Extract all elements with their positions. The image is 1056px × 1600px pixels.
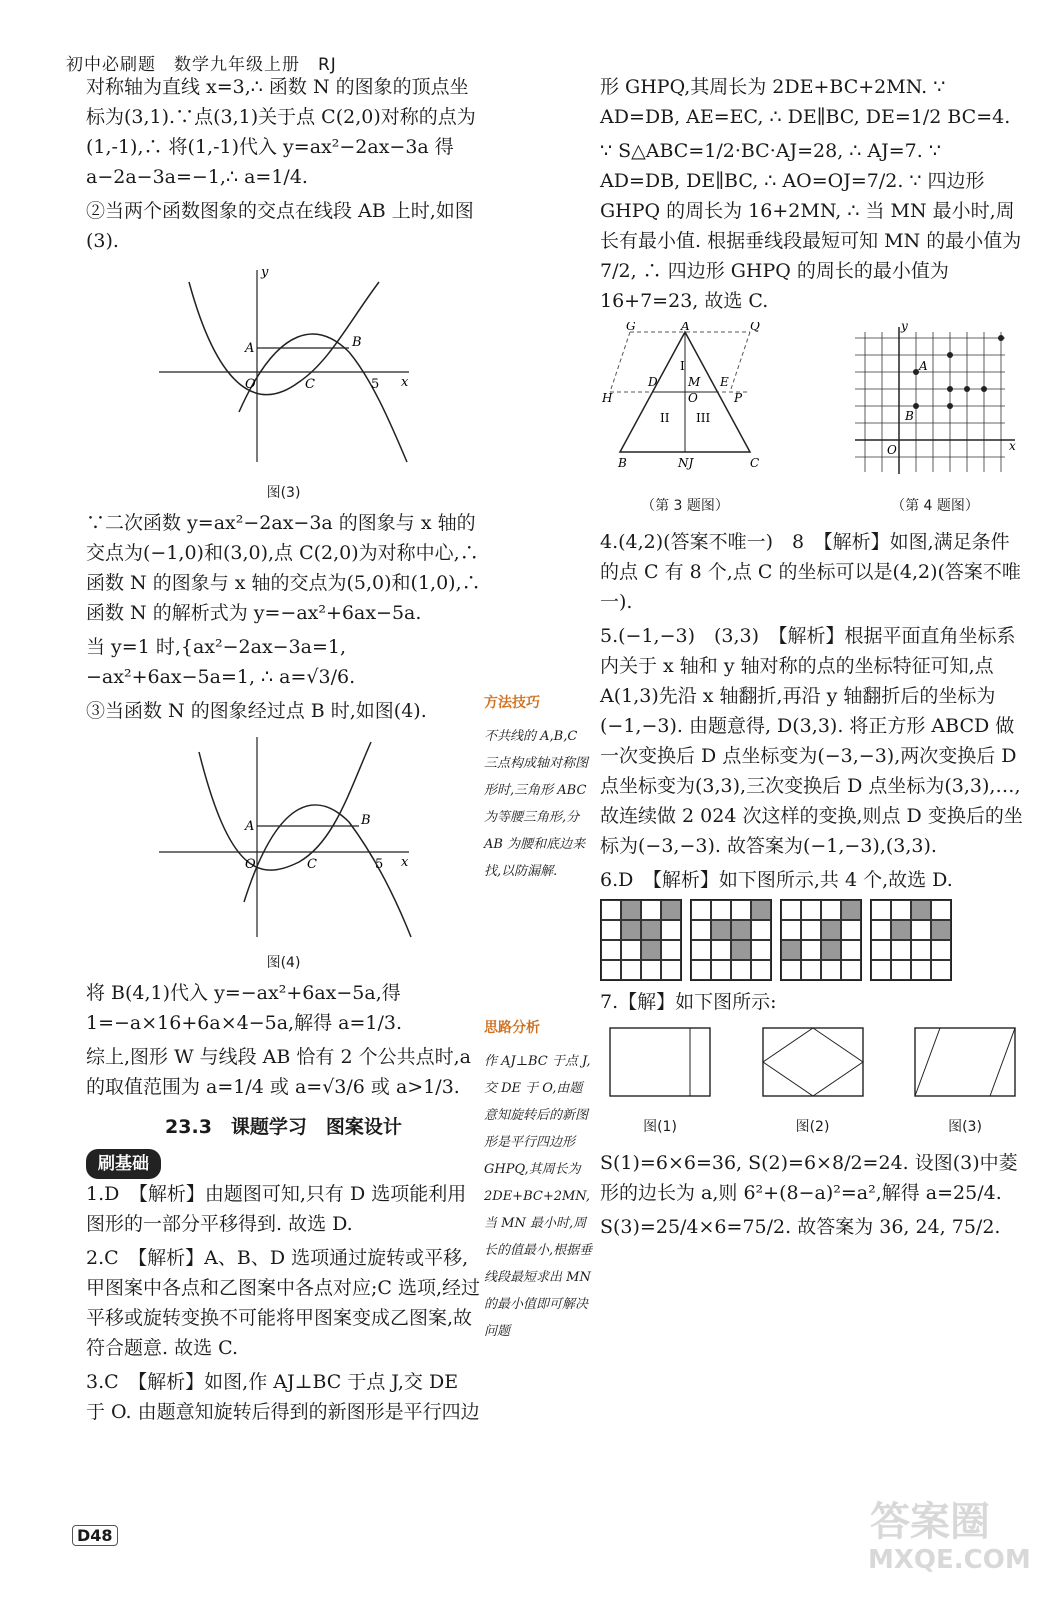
rectangle-figure-2 — [753, 1023, 873, 1103]
figure-caption: （第 4 题图） — [891, 498, 979, 514]
figure-caption: 图(3) — [266, 485, 301, 501]
graph-figure-3 — [149, 262, 419, 472]
svg-text:III: III — [696, 411, 711, 425]
grid-pattern — [780, 899, 862, 981]
right-column — [600, 72, 1025, 1246]
side-notes — [484, 690, 594, 1345]
watermark-url: MXQE.COM — [868, 1545, 1031, 1575]
svg-text:5: 5 — [370, 377, 379, 392]
svg-text:H: H — [602, 391, 613, 405]
answer-q3: 3.C 【解析】如图,作 AJ⊥BC 于点 J,交 DE 于 O. 由题意知旋转后得到的新图形是平行四边 — [86, 1371, 480, 1423]
rectangle-figure-3 — [905, 1023, 1025, 1103]
svg-text:O: O — [244, 377, 256, 392]
paragraph: S(3)=25/4×6=75/2. 故答案为 36, 24, 75/2. — [600, 1216, 1001, 1238]
analysis-text: 作 AJ⊥BC 于点 J,交 DE 于 O,由题意知旋转后的新图形是平行四边形 GHPQ,其周长为 2DE+BC+2MN,当 MN 最小时,周长的值最小,根据垂线段最短求出 MN 的最小值即可解决问题 — [484, 1054, 593, 1339]
grid-pattern — [600, 899, 682, 981]
svg-text:B: B — [360, 813, 371, 828]
page-number: D48 — [72, 1525, 118, 1546]
grid-figure — [845, 322, 1025, 482]
paragraph: 综上,图形 W 与线段 AB 恰有 2 个公共点时,a 的取值范围为 a=1/4 或 a=√3/6 或 a>1/3. — [86, 1046, 471, 1098]
svg-text:y: y — [260, 265, 268, 280]
svg-text:y: y — [901, 322, 908, 333]
paragraph: ∵ S△ABC=1/2·BC·AJ=28, ∴ AJ=7. ∵ AD=DB, DE∥BC, ∴ AO=OJ=7/2. ∵ 四边形 GHPQ 的周长为 16+2MN, ∴ 当 MN 最小时,周长有最小值. 根据垂线段最短可知 MN 的最小值为 7/2, ∴ 四边形 GHPQ 的周长的最小值为 16+7=23, 故选 C. — [600, 140, 1022, 312]
graph-figure-4 — [149, 732, 419, 942]
svg-text:A: A — [244, 819, 254, 834]
method-tip-text: 不共线的 A,B,C 三点构成轴对称图形时,三角形 ABC 为等腰三角形,分 AB 为腰和底边来找,以防漏解. — [484, 729, 589, 879]
svg-text:A: A — [681, 322, 690, 333]
answer-q5: 5.(−1,−3) (3,3) 【解析】根据平面直角坐标系内关于 x 轴和 y 轴对称的点的坐标特征可知,点 A(1,3)先沿 x 轴翻折,再沿 y 轴翻折后的坐标为(−1,−3). 由题意得, D(3,3). 将正方形 ABCD 做一次变换后 D 点坐标变为(−3,−3),两次变换后 D 点坐标变为(3,3),三次变换后 D 点坐标为(3,3),…,故连续做 2 024 次这样的变换,则点 D 变换后的坐标为(−3,−3). 故答案为(−1,−3),(3,3). — [600, 625, 1023, 857]
answer-q4: 4.(4,2)(答案不唯一) 8 【解析】如图,满足条件的点 C 有 8 个,点 C 的坐标可以是(4,2)(答案不唯一). — [600, 531, 1021, 613]
svg-text:P: P — [734, 391, 743, 405]
analysis-tag: 思路分析 — [484, 1020, 540, 1036]
svg-text:E: E — [720, 375, 729, 389]
paragraph: S(1)=6×6=36, S(2)=6×8/2=24. 设图(3)中菱形的边长为 a,则 6²+(8−a)²=a²,解得 a=25/4. — [600, 1152, 1018, 1204]
svg-text:x: x — [1009, 439, 1016, 453]
svg-text:II: II — [660, 411, 670, 425]
svg-text:x: x — [400, 855, 408, 870]
figure-caption: 图(4) — [266, 955, 301, 971]
section-title: 23.3 课题学习 图案设计 — [165, 1116, 402, 1138]
svg-text:B: B — [351, 335, 362, 350]
svg-text:C: C — [750, 456, 760, 470]
watermark: 答案圈 — [870, 1499, 990, 1545]
svg-text:NJ: NJ — [678, 456, 694, 470]
paragraph: ∵二次函数 y=ax²−2ax−3a 的图象与 x 轴的交点为(−1,0)和(3,0),点 C(2,0)为对称中心,∴ 函数 N 的图象与 x 轴的交点为(5,0)和(1,0),∴ 函数 N 的解析式为 y=−ax²+6ax−5a. — [86, 512, 481, 624]
figures-3-4 — [600, 322, 1025, 521]
svg-text:A: A — [244, 341, 254, 356]
answer-q7: 7.【解】如下图所示: — [600, 991, 777, 1013]
paragraph: ③当函数 N 的图象经过点 B 时,如图(4). — [86, 700, 427, 722]
svg-text:C: C — [304, 377, 315, 392]
svg-text:Q: Q — [750, 322, 760, 333]
answer-q6: 6.D 【解析】如下图所示,共 4 个,故选 D. — [600, 869, 953, 891]
grid-pattern — [690, 899, 772, 981]
left-column — [86, 72, 481, 1431]
svg-text:A: A — [919, 359, 928, 373]
basic-badge: 刷基础 — [86, 1149, 161, 1179]
figure-caption: 图(1) — [643, 1119, 677, 1135]
page-header: 初中必刷题 数学九年级上册 RJ — [66, 55, 337, 75]
rectangle-figure-1 — [600, 1023, 720, 1103]
svg-text:C: C — [306, 857, 317, 872]
svg-text:O: O — [887, 443, 897, 457]
svg-text:G: G — [626, 322, 636, 333]
svg-text:O: O — [688, 391, 698, 405]
svg-text:M: M — [688, 375, 701, 389]
svg-text:x: x — [400, 375, 408, 390]
svg-text:O: O — [244, 857, 256, 872]
figure-caption: （第 3 题图） — [641, 498, 729, 514]
q6-grid-figures — [600, 899, 1025, 981]
figure-caption: 图(3) — [948, 1119, 982, 1135]
svg-text:I: I — [680, 359, 685, 373]
paragraph: 当 y=1 时,{ax²−2ax−3a=1, −ax²+6ax−5a=1, ∴ a=√3/6. — [86, 636, 356, 688]
svg-text:B: B — [618, 456, 627, 470]
grid-pattern — [870, 899, 952, 981]
answer-q1: 1.D 【解析】由题图可知,只有 D 选项能利用图形的一部分平移得到. 故选 D. — [86, 1183, 467, 1235]
triangle-figure — [600, 322, 770, 482]
paragraph: 对称轴为直线 x=3,∴ 函数 N 的图象的顶点坐标为(3,1).∵点(3,1)关于点 C(2,0)对称的点为(1,-1),∴ 将(1,-1)代入 y=ax²−2ax−3a 得 a−2a−3a=−1,∴ a=1/4. — [86, 76, 476, 188]
svg-text:B: B — [905, 409, 914, 423]
svg-text:D: D — [648, 375, 658, 389]
answer-q2: 2.C 【解析】A、B、D 选项通过旋转或平移,甲图案中各点和乙图案中各点对应;C 选项,经过平移或旋转变换不可能将甲图案变成乙图案,故符合题意. 故选 C. — [86, 1247, 481, 1359]
method-tip-tag: 方法技巧 — [484, 695, 540, 711]
paragraph: ②当两个函数图象的交点在线段 AB 上时,如图(3). — [86, 200, 474, 252]
svg-text:5: 5 — [374, 857, 383, 872]
paragraph: 将 B(4,1)代入 y=−ax²+6ax−5a,得 1=−a×16+6a×4−5a,解得 a=1/3. — [86, 982, 402, 1034]
paragraph: 形 GHPQ,其周长为 2DE+BC+2MN. ∵ AD=DB, AE=EC, ∴ DE∥BC, DE=1/2 BC=4. — [600, 76, 1011, 128]
q7-figures — [600, 1023, 1025, 1142]
figure-caption: 图(2) — [795, 1119, 830, 1135]
